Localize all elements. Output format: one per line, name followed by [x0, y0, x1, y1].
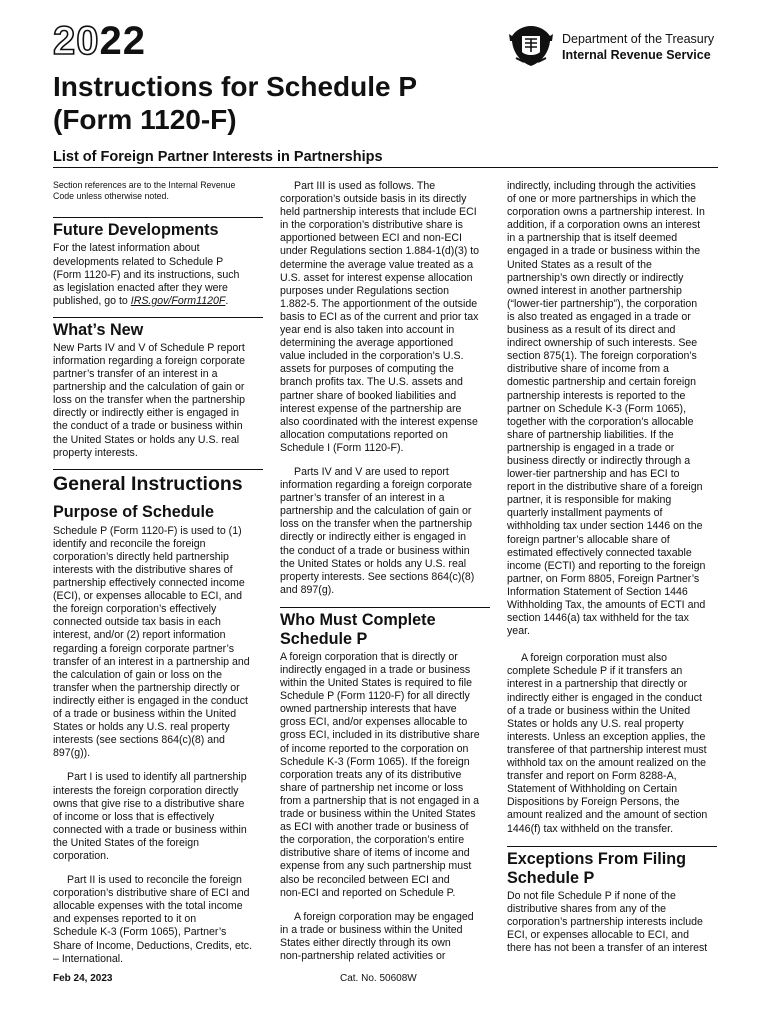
footer-date: Feb 24, 2023 [53, 973, 113, 984]
page-title [53, 70, 417, 136]
column-2 [280, 180, 490, 963]
purpose-heading: Purpose of Schedule [53, 502, 215, 521]
column-1 [53, 180, 263, 966]
whats-new-heading: What’s New [53, 320, 144, 339]
page-title-line2: (Form 1120-F) [53, 104, 237, 135]
who-must-complete-text: A foreign corporation that is directly or indirectly engaged in a trade or business within the United States is required to file Schedule P (Form 1120-F) for all directly owned partnership interests that have gross ECI, and/or expenses allocable to gross ECI, included in its distributive share of income reported to the corporation on Schedule K-3 (Form 1065). If the foreign corporation treats any of its distributive share of partnership net income or loss from a partnership that is not engaged in a trade or business within the United States as ECI with another trade or business of the corporation, the corporation’s entire distributive share of items of income and expense from any such partnership must also be reconciled between ECI and non-ECI and reported on Schedule P. [280, 650, 480, 899]
exceptions-rule [507, 846, 717, 847]
who-must-complete-heading: Who Must Complete Schedule P [280, 610, 436, 648]
indirect-engagement-text: indirectly, including through the activities of one or more partnerships in which the corporation owns a partnership interest. In addition, if a corporation owns an interest in a partnership that is itself deemed engaged in a trade or business within the United States as a result of the partnership’s own directly or indirectly owned interest in another partnership (“lower-tier partnership”), the corporation is also treated as engaged in a trade or business as a result of its direct and indirect ownership of such interests. See section 875(1). The foreign corporation’s distributive share of income from a domestic partnership and certain foreign partnership interests is reported to the partner on Schedule K-3 (Form 1065), together with the corporation’s allocable share of partnership liabilities. If the partnership is engaged in a trade or business directly or indirectly through a lower-tier partnership and has ECI to report in the distributive share of a foreign partner, it is responsible for making quarterly installment payments of withholding tax under section 1446 on the foreign partner’s allocable share of estimated effectively connected taxable income (ECTI) and reporting to the foreign partner, on Form 8805, Foreign Partner’s Information Statement of Section 1446 Withholding Tax, the amounts of ECTI and section 1446(a) tax withheld for the tax year. [507, 180, 706, 638]
year-solid-digits: 22 [99, 19, 146, 63]
exceptions-text: Do not file Schedule P if none of the distributive shares from any of the corporation’s partnership interests include ECI, or expenses allocable to ECI, and there has not been a transfer of an interest [507, 889, 708, 954]
part-2-text: Part II is used to reconcile the foreign corporation’s distributive share of ECI and allocable expenses with the total income and expenses reported to it on Schedule K-3 (Form 1065), Partner’s Share of Income, Deductions, Credits, etc. – International. [53, 874, 253, 965]
agency-irs: Internal Revenue Service [562, 48, 711, 62]
future-developments-text: For the latest information about developments related to Schedule P (Form 1120-F) and its instructions, such as legislation enacted after they were published, go to IRS.gov/Form1120F. [53, 242, 240, 307]
future-developments-rule [53, 217, 263, 218]
irs-seal-icon [506, 22, 556, 70]
purpose-text: Schedule P (Form 1120-F) is used to (1) identify and reconcile the foreign corporation’s directly held partnership interests with the distributive shares of partnership effectively connected income (ECI), or expenses allocable to ECI, and the foreign corporation’s effectively connected outside tax basis in each interest, and/or (2) report information regarding a foreign corporate partner’s transfer of an interest in a partnership and the calculation of gain or loss on the transfer when the partnership directly or indirectly either is engaged in the conduct of a trade or business within the United States or holds any U.S. real property interests (see sections 864(c)(8) and 897(g)). [53, 524, 250, 760]
page-subtitle: List of Foreign Partner Interests in Partnerships [53, 149, 383, 165]
title-divider [53, 167, 718, 168]
general-instructions-rule [53, 469, 263, 470]
agency-department: Department of the Treasury [562, 32, 715, 46]
future-developments-heading: Future Developments [53, 221, 219, 240]
general-instructions-heading: General Instructions [53, 472, 243, 495]
part-3-text: Part III is used as follows. The corporation’s outside basis in its directly held partnership interests that include ECI in the corporation’s distributive share is apportioned between ECI and non-ECI under Regulations section 1.884-1(d)(3) to determine the average value treated as a U.S. asset for interest expense allocation purposes under Regulations section 1.882-5. The apportionment of the outside basis to ECI as of the current and prior tax year end is also taken into account in determining the average apportioned value included in the corporation’s U.S. assets for purposes of computing the branch profits tax. The U.S. assets and partner share of booked liabilities and interest expense of the partnership are also coordinated with the interest expense allocation computations reported on Schedule I (Form 1120-F). [280, 180, 480, 454]
page-title-line1: Instructions for Schedule P [53, 71, 418, 102]
parts-4-5-text: Parts IV and V are used to report information regarding a foreign corporate partner’s transfer of an interest in a partnership and the calculation of gain or loss on the transfer when the partnership directly or indirectly either is engaged in the conduct of a trade or business within the United States or holds any U.S. real property interests. See sections 864(c)(8) and 897(g). [280, 465, 475, 596]
agency-name [562, 31, 714, 63]
part-1-text: Part I is used to identify all partnership interests the foreign corporation directly owns that give rise to a distributive share of income or loss that is effectively connected with a trade or business within the United States of the foreign corporation. [53, 771, 247, 862]
form-year [53, 18, 146, 64]
who-must-complete-rule [280, 607, 490, 608]
column-3 [507, 180, 717, 955]
whats-new-text: New Parts IV and V of Schedule P report information regarding a foreign corporate partner’s transfer of an interest in a partnership and the calculation of gain or loss on the transfer when the partnership directly or indirectly either is engaged in the conduct of a trade or business within the United States or holds any U.S. real property interests. [53, 341, 245, 459]
engaged-text: A foreign corporation may be engaged in a trade or business within the United States either directly through its own non-partnership related activities or [280, 910, 474, 962]
irs-form-link[interactable]: IRS.gov/Form1120F [130, 294, 226, 307]
whats-new-rule [53, 317, 263, 318]
section-references-note: Section references are to the Internal Revenue Code unless otherwise noted. [53, 180, 236, 202]
exceptions-heading: Exceptions From Filing Schedule P [507, 849, 686, 887]
year-outline-digits: 20 [53, 19, 100, 63]
must-also-complete-text: A foreign corporation must also complete Schedule P if it transfers an interest in a partnership that directly or indirectly either is engaged in the conduct of a trade or business within the United States or holds any U.S. real property interests. Unless an exception applies, the transferee of that partnership interest must withhold tax on the amount realized on the transfer and report on Form 8288-A, Statement of Withholding on Certain Dispositions by Foreign Persons, the amount realized and the amount of section 1446(f) tax withheld on the transfer. [507, 652, 708, 835]
footer-catalog-number: Cat. No. 50608W [340, 973, 417, 984]
